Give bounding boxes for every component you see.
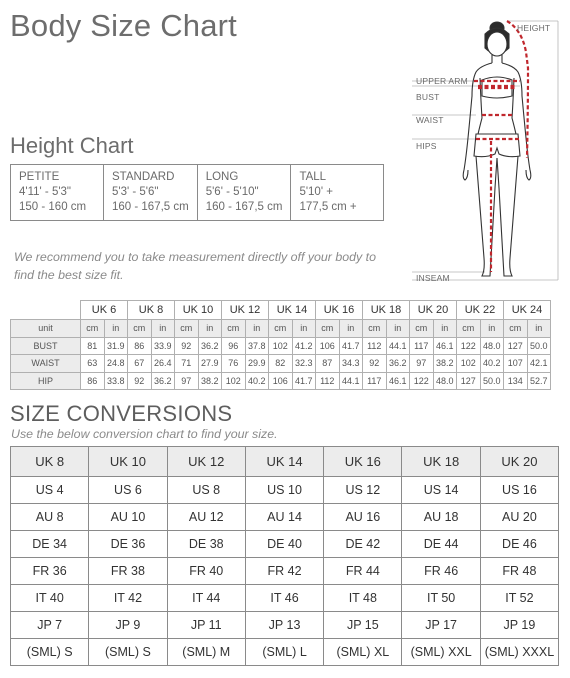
measurement-cell: 87 <box>316 355 340 373</box>
conversion-cell: AU 8 <box>11 504 89 531</box>
measurement-cell: 36.2 <box>386 355 410 373</box>
height-col-cm: 177,5 cm + <box>299 201 357 213</box>
measurement-cell: 48.0 <box>480 337 504 355</box>
unit-cell: in <box>433 320 457 338</box>
conversion-cell: FR 36 <box>11 558 89 585</box>
measurement-cell: 102 <box>222 372 246 390</box>
measurement-cell: 92 <box>175 337 199 355</box>
measurement-cell: 36.2 <box>198 337 222 355</box>
height-col-standard <box>104 165 198 221</box>
height-col-tall <box>291 165 384 221</box>
conversion-cell: IT 48 <box>324 585 402 612</box>
measurement-cell: 44.1 <box>339 372 363 390</box>
height-col-ft: 5'10' + <box>299 186 333 198</box>
conversion-row <box>11 504 559 531</box>
unit-cell: cm <box>222 320 246 338</box>
unit-row <box>11 320 551 338</box>
conversion-cell: US 14 <box>402 477 480 504</box>
conversion-row <box>11 477 559 504</box>
measurement-row <box>11 372 551 390</box>
measurement-cell: 106 <box>316 337 340 355</box>
conversion-cell: IT 44 <box>167 585 245 612</box>
measurement-cell: 86 <box>128 337 152 355</box>
conversion-cell: AU 20 <box>480 504 558 531</box>
conversion-cell: DE 44 <box>402 531 480 558</box>
conversion-cell: UK 12 <box>167 447 245 477</box>
conversion-cell: IT 40 <box>11 585 89 612</box>
measurement-cell: 46.1 <box>386 372 410 390</box>
height-chart-table <box>10 164 384 221</box>
conversion-cell: JP 17 <box>402 612 480 639</box>
conversion-cell: US 8 <box>167 477 245 504</box>
measurement-cell: 82 <box>269 355 293 373</box>
conversion-cell: (SML) S <box>89 639 167 666</box>
unit-cell: cm <box>269 320 293 338</box>
unit-cell: in <box>339 320 363 338</box>
measurement-cell: 50.0 <box>527 337 551 355</box>
measurement-cell: 122 <box>410 372 434 390</box>
measurement-cell: 52.7 <box>527 372 551 390</box>
conversion-cell: UK 10 <box>89 447 167 477</box>
unit-cell: cm <box>410 320 434 338</box>
height-col-ft: 5'3' - 5'6" <box>112 186 159 198</box>
measurement-cell: 37.8 <box>245 337 269 355</box>
blank-cell <box>11 301 81 320</box>
label-upper-arm: UPPER ARM <box>416 76 468 86</box>
conversion-cell: IT 50 <box>402 585 480 612</box>
measurement-cell: 46.1 <box>433 337 457 355</box>
conversion-cell: US 6 <box>89 477 167 504</box>
conversion-cell: UK 14 <box>245 447 323 477</box>
conversion-cell: AU 18 <box>402 504 480 531</box>
measurement-cell: 38.2 <box>198 372 222 390</box>
conversion-cell: DE 38 <box>167 531 245 558</box>
measurement-cell: 48.0 <box>433 372 457 390</box>
measurement-cell: 42.1 <box>527 355 551 373</box>
measurement-cell: 24.8 <box>104 355 128 373</box>
conversion-cell: US 4 <box>11 477 89 504</box>
measurement-cell: 26.4 <box>151 355 175 373</box>
measurement-row <box>11 337 551 355</box>
conversion-cell: (SML) XXL <box>402 639 480 666</box>
measurement-cell: 102 <box>269 337 293 355</box>
size-header: UK 14 <box>269 301 316 320</box>
measurement-cell: 106 <box>269 372 293 390</box>
unit-cell: cm <box>316 320 340 338</box>
height-col-ft: 4'11' - 5'3" <box>19 186 72 198</box>
label-height: HEIGHT <box>517 23 551 33</box>
measurement-label: BUST <box>11 337 81 355</box>
unit-cell: cm <box>81 320 105 338</box>
conversion-cell: IT 46 <box>245 585 323 612</box>
conversion-cell: UK 16 <box>324 447 402 477</box>
conversion-cell: JP 19 <box>480 612 558 639</box>
measurement-cell: 76 <box>222 355 246 373</box>
conversion-cell: (SML) XXXL <box>480 639 558 666</box>
measurement-cell: 33.8 <box>104 372 128 390</box>
height-col-long <box>197 165 291 221</box>
measurement-cell: 71 <box>175 355 199 373</box>
conversion-cell: AU 16 <box>324 504 402 531</box>
conversion-cell: FR 48 <box>480 558 558 585</box>
conversion-cell: (SML) S <box>11 639 89 666</box>
conversion-cell: IT 42 <box>89 585 167 612</box>
conversions-note: Use the below conversion chart to find your size. <box>11 427 278 441</box>
measurement-cell: 63 <box>81 355 105 373</box>
label-bust: BUST <box>416 92 440 102</box>
height-col-cm: 150 - 160 cm <box>19 201 87 213</box>
conversion-cell: UK 18 <box>402 447 480 477</box>
conversions-title: SIZE CONVERSIONS <box>10 401 233 426</box>
measurement-cell: 117 <box>410 337 434 355</box>
measurement-note: We recommend you to take measurement directly off your body to find the best size fit. <box>14 250 377 282</box>
label-waist: WAIST <box>416 115 444 125</box>
unit-cell: in <box>198 320 222 338</box>
conversion-cell: JP 11 <box>167 612 245 639</box>
size-header: UK 6 <box>81 301 128 320</box>
measurement-cell: 92 <box>128 372 152 390</box>
measurement-cell: 134 <box>504 372 528 390</box>
unit-cell: cm <box>457 320 481 338</box>
measurement-cell: 97 <box>410 355 434 373</box>
measurement-cell: 92 <box>363 355 387 373</box>
height-chart-title: Height Chart <box>10 133 134 158</box>
height-col-name: LONG <box>205 171 239 183</box>
size-header: UK 24 <box>504 301 551 320</box>
unit-cell: in <box>480 320 504 338</box>
conversion-cell: JP 9 <box>89 612 167 639</box>
measurement-cell: 29.9 <box>245 355 269 373</box>
conversion-cell: FR 38 <box>89 558 167 585</box>
size-header: UK 12 <box>222 301 269 320</box>
measurement-cell: 27.9 <box>198 355 222 373</box>
measurement-cell: 117 <box>363 372 387 390</box>
conversion-cell: AU 12 <box>167 504 245 531</box>
size-header: UK 22 <box>457 301 504 320</box>
measurement-cell: 32.3 <box>292 355 316 373</box>
measurement-cell: 41.7 <box>339 337 363 355</box>
page-title: Body Size Chart <box>10 8 237 43</box>
measurement-cell: 50.0 <box>480 372 504 390</box>
height-col-ft: 5'6' - 5'10" <box>205 186 259 198</box>
conversion-cell: US 12 <box>324 477 402 504</box>
conversion-row <box>11 558 559 585</box>
conversion-cell: FR 44 <box>324 558 402 585</box>
conversion-cell: (SML) L <box>245 639 323 666</box>
unit-cell: in <box>245 320 269 338</box>
measurement-cell: 96 <box>222 337 246 355</box>
unit-cell: cm <box>175 320 199 338</box>
measurement-cell: 122 <box>457 337 481 355</box>
conversion-cell: UK 20 <box>480 447 558 477</box>
unit-cell: in <box>386 320 410 338</box>
unit-cell: cm <box>363 320 387 338</box>
measurement-cell: 86 <box>81 372 105 390</box>
conversion-cell: UK 8 <box>11 447 89 477</box>
measurement-cell: 112 <box>363 337 387 355</box>
conversion-table <box>10 446 559 666</box>
conversion-cell: US 16 <box>480 477 558 504</box>
unit-cell: in <box>151 320 175 338</box>
measurement-label: WAIST <box>11 355 81 373</box>
unit-label: unit <box>11 320 81 338</box>
conversion-cell: JP 15 <box>324 612 402 639</box>
conversion-row <box>11 612 559 639</box>
height-col-cm: 160 - 167,5 cm <box>205 201 283 213</box>
conversion-row <box>11 447 559 477</box>
measurement-label: HIP <box>11 372 81 390</box>
size-header: UK 20 <box>410 301 457 320</box>
label-inseam: INSEAM <box>416 273 450 283</box>
conversion-cell: AU 14 <box>245 504 323 531</box>
size-header: UK 18 <box>363 301 410 320</box>
height-col-name: PETITE <box>19 171 60 183</box>
measurements-table <box>10 300 551 390</box>
conversion-cell: FR 42 <box>245 558 323 585</box>
height-col-name: TALL <box>299 171 327 183</box>
measurement-cell: 31.9 <box>104 337 128 355</box>
size-header: UK 10 <box>175 301 222 320</box>
measurement-cell: 40.2 <box>245 372 269 390</box>
measurement-cell: 33.9 <box>151 337 175 355</box>
conversion-cell: DE 34 <box>11 531 89 558</box>
conversion-cell: FR 46 <box>402 558 480 585</box>
conversion-row <box>11 585 559 612</box>
conversion-cell: US 10 <box>245 477 323 504</box>
measurement-cell: 41.2 <box>292 337 316 355</box>
height-col-name: STANDARD <box>112 171 175 183</box>
measurement-cell: 81 <box>81 337 105 355</box>
conversion-cell: DE 46 <box>480 531 558 558</box>
measurement-cell: 41.7 <box>292 372 316 390</box>
conversion-cell: AU 10 <box>89 504 167 531</box>
measurement-cell: 36.2 <box>151 372 175 390</box>
unit-cell: cm <box>128 320 152 338</box>
conversion-cell: DE 42 <box>324 531 402 558</box>
measurement-cell: 44.1 <box>386 337 410 355</box>
conversion-cell: FR 40 <box>167 558 245 585</box>
conversion-cell: DE 40 <box>245 531 323 558</box>
conversion-cell: IT 52 <box>480 585 558 612</box>
measurement-cell: 38.2 <box>433 355 457 373</box>
measurement-cell: 107 <box>504 355 528 373</box>
conversion-row <box>11 531 559 558</box>
measurement-cell: 112 <box>316 372 340 390</box>
unit-cell: in <box>527 320 551 338</box>
conversion-row <box>11 639 559 666</box>
measurement-cell: 102 <box>457 355 481 373</box>
conversion-cell: JP 7 <box>11 612 89 639</box>
body-figure <box>410 8 562 288</box>
size-header: UK 16 <box>316 301 363 320</box>
measurement-cell: 127 <box>504 337 528 355</box>
measurement-row <box>11 355 551 373</box>
label-hips: HIPS <box>416 141 437 151</box>
measurement-cell: 127 <box>457 372 481 390</box>
height-col-petite <box>11 165 104 221</box>
size-header-row <box>11 301 551 320</box>
measurement-cell: 40.2 <box>480 355 504 373</box>
measurement-cell: 97 <box>175 372 199 390</box>
height-col-cm: 160 - 167,5 cm <box>112 201 189 213</box>
conversion-cell: (SML) XL <box>324 639 402 666</box>
measurement-cell: 67 <box>128 355 152 373</box>
size-header: UK 8 <box>128 301 175 320</box>
unit-cell: cm <box>504 320 528 338</box>
unit-cell: in <box>292 320 316 338</box>
measurement-cell: 34.3 <box>339 355 363 373</box>
conversion-cell: JP 13 <box>245 612 323 639</box>
conversion-cell: (SML) M <box>167 639 245 666</box>
conversion-cell: DE 36 <box>89 531 167 558</box>
unit-cell: in <box>104 320 128 338</box>
